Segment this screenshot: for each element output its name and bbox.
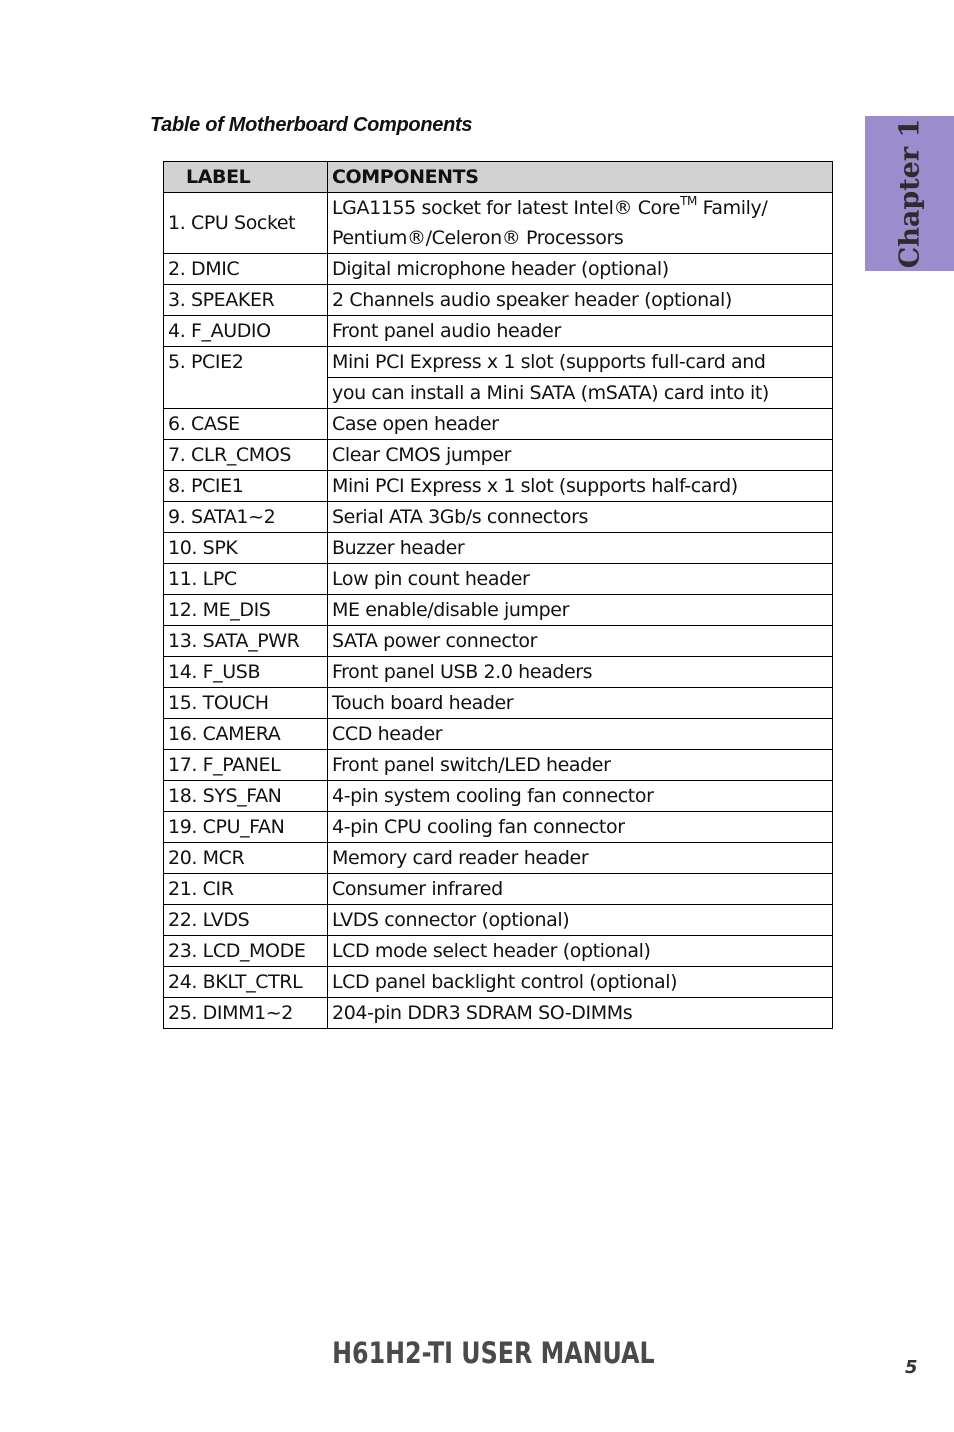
component-text: Family/	[696, 197, 768, 219]
row-component: Front panel switch/LED header	[328, 750, 833, 781]
table-row	[164, 285, 833, 316]
row-component: 2 Channels audio speaker header (optional)	[328, 285, 833, 316]
row-label: 6. CASE	[164, 409, 328, 440]
row-label: 23. LCD_MODE	[164, 936, 328, 967]
manual-title: H61H2-TI USER MANUAL	[332, 1336, 655, 1370]
chapter-label: Chapter 1	[894, 118, 925, 269]
row-component: Front panel USB 2.0 headers	[328, 657, 833, 688]
row-component: Mini PCI Express x 1 slot (supports full-card and	[328, 347, 833, 378]
table-row	[164, 595, 833, 626]
row-label: 22. LVDS	[164, 905, 328, 936]
row-component: 4-pin CPU cooling fan connector	[328, 812, 833, 843]
table-row	[164, 502, 833, 533]
row-component: ME enable/disable jumper	[328, 595, 833, 626]
row-label: 7. CLR_CMOS	[164, 440, 328, 471]
row-component: Clear CMOS jumper	[328, 440, 833, 471]
table-row	[164, 657, 833, 688]
row-component: Low pin count header	[328, 564, 833, 595]
table-row	[164, 564, 833, 595]
row-label: 24. BKLT_CTRL	[164, 967, 328, 998]
row-component	[328, 193, 833, 254]
row-label: 4. F_AUDIO	[164, 316, 328, 347]
row-component: Serial ATA 3Gb/s connectors	[328, 502, 833, 533]
row-label: 13. SATA_PWR	[164, 626, 328, 657]
table-row	[164, 905, 833, 936]
row-label: 12. ME_DIS	[164, 595, 328, 626]
row-label: 19. CPU_FAN	[164, 812, 328, 843]
chapter-tab	[865, 116, 954, 271]
table-caption: Table of Motherboard Components	[150, 114, 473, 136]
table-row	[164, 719, 833, 750]
row-label: 18. SYS_FAN	[164, 781, 328, 812]
row-component: CCD header	[328, 719, 833, 750]
row-component: you can install a Mini SATA (mSATA) card into it)	[328, 378, 833, 409]
row-component: Digital microphone header (optional)	[328, 254, 833, 285]
table-row	[164, 533, 833, 564]
row-label: 8. PCIE1	[164, 471, 328, 502]
row-label: 15. TOUCH	[164, 688, 328, 719]
row-component: Buzzer header	[328, 533, 833, 564]
component-text: LGA1155 socket for latest Intel® Core	[332, 197, 681, 219]
table-row	[164, 936, 833, 967]
table-row	[164, 874, 833, 905]
row-label: 2. DMIC	[164, 254, 328, 285]
row-label: 20. MCR	[164, 843, 328, 874]
table-header-row	[164, 162, 833, 193]
table-row	[164, 409, 833, 440]
components-table	[163, 161, 833, 1029]
row-label: 17. F_PANEL	[164, 750, 328, 781]
row-component: Touch board header	[328, 688, 833, 719]
row-label: 5. PCIE2	[164, 347, 328, 409]
table-row	[164, 843, 833, 874]
table-row	[164, 254, 833, 285]
label-column-header: LABEL	[164, 162, 328, 193]
row-label: 25. DIMM1~2	[164, 998, 328, 1029]
table-row	[164, 967, 833, 998]
row-component: LVDS connector (optional)	[328, 905, 833, 936]
components-column-header: COMPONENTS	[328, 162, 833, 193]
row-label: 16. CAMERA	[164, 719, 328, 750]
trademark-superscript: TM	[680, 193, 697, 208]
table-row	[164, 626, 833, 657]
row-component: Front panel audio header	[328, 316, 833, 347]
page-number: 5	[905, 1357, 918, 1378]
row-label: 10. SPK	[164, 533, 328, 564]
table-row	[164, 688, 833, 719]
row-component: LCD panel backlight control (optional)	[328, 967, 833, 998]
row-component: Consumer infrared	[328, 874, 833, 905]
table-row	[164, 193, 833, 254]
row-label: 14. F_USB	[164, 657, 328, 688]
row-component: Mini PCI Express x 1 slot (supports half-card)	[328, 471, 833, 502]
row-component: SATA power connector	[328, 626, 833, 657]
row-component: Memory card reader header	[328, 843, 833, 874]
row-label: 3. SPEAKER	[164, 285, 328, 316]
table-row	[164, 998, 833, 1029]
table-row	[164, 471, 833, 502]
row-component: 4-pin system cooling fan connector	[328, 781, 833, 812]
row-component: Case open header	[328, 409, 833, 440]
table-row	[164, 750, 833, 781]
row-component: LCD mode select header (optional)	[328, 936, 833, 967]
table-row	[164, 347, 833, 378]
table-row	[164, 812, 833, 843]
component-text: Pentium®/Celeron® Processors	[332, 227, 624, 249]
table-row	[164, 781, 833, 812]
row-label: 11. LPC	[164, 564, 328, 595]
row-label: 9. SATA1~2	[164, 502, 328, 533]
row-component: 204-pin DDR3 SDRAM SO-DIMMs	[328, 998, 833, 1029]
row-label: 21. CIR	[164, 874, 328, 905]
table-row	[164, 316, 833, 347]
row-label: 1. CPU Socket	[164, 193, 328, 254]
table-row	[164, 440, 833, 471]
